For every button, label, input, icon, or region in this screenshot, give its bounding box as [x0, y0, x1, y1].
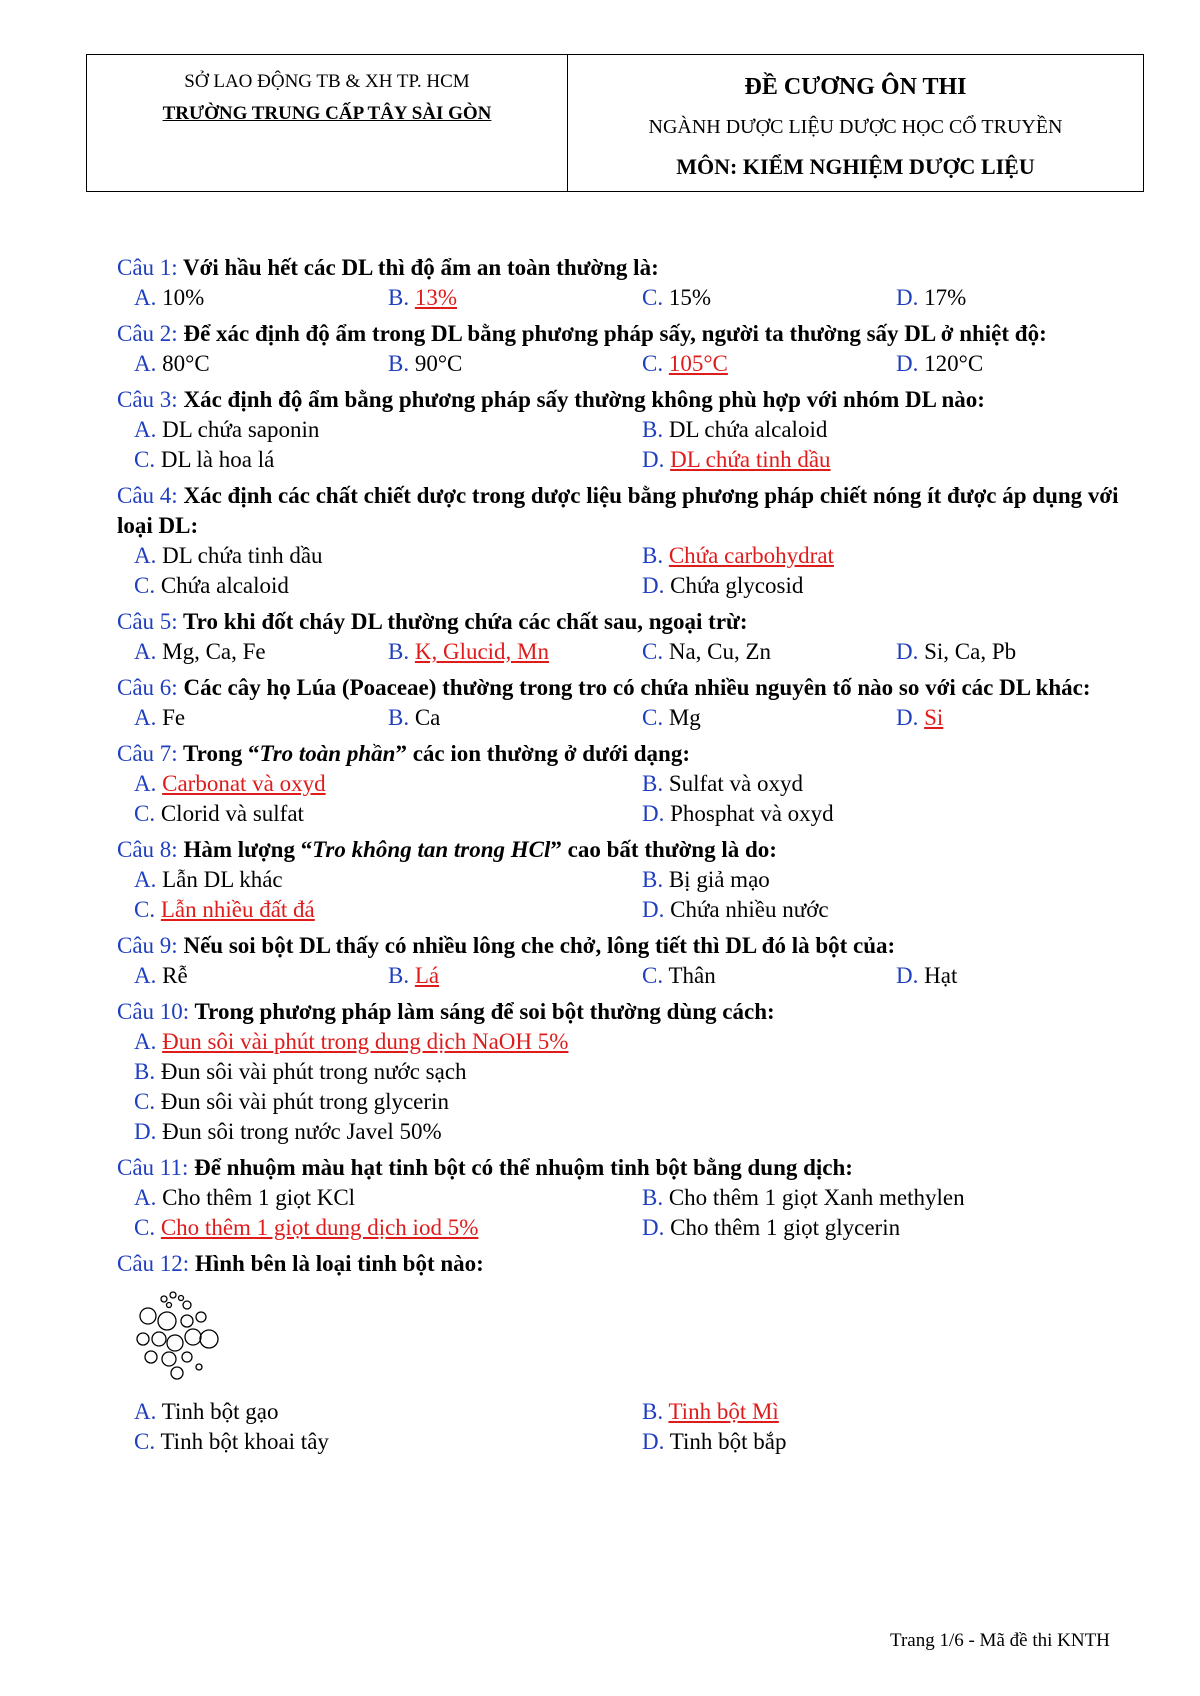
option-label: A. — [134, 285, 157, 310]
option-b[interactable] — [642, 865, 1150, 895]
option-c[interactable] — [134, 799, 642, 829]
option-c[interactable] — [642, 961, 896, 991]
correct-answer: Lẫn nhiều đất đá — [160, 897, 315, 922]
correct-answer: Lá — [414, 963, 440, 988]
option-text: DL chứa saponin — [162, 417, 320, 442]
question-number: Câu 8: — [117, 837, 178, 862]
question-text — [117, 673, 1157, 703]
correct-answer: DL chứa tinh dầu — [670, 447, 831, 472]
option-label: D. — [642, 1429, 665, 1454]
question-number: Câu 9: — [117, 933, 178, 958]
option-d[interactable] — [896, 703, 1150, 733]
starch-granules-image — [129, 1279, 239, 1389]
question-12 — [117, 1249, 1157, 1457]
option-b[interactable] — [642, 769, 1150, 799]
option-c[interactable] — [642, 283, 896, 313]
question-text — [117, 319, 1157, 349]
option-label: D. — [642, 897, 665, 922]
option-text: Đun sôi trong nước Javel 50% — [162, 1119, 442, 1144]
option-d[interactable] — [642, 799, 1150, 829]
option-d[interactable] — [642, 571, 1150, 601]
option-label: D. — [896, 285, 919, 310]
question-number: Câu 4: — [117, 483, 178, 508]
question-1 — [117, 253, 1157, 313]
option-text: Chứa nhiều nước — [670, 897, 829, 922]
subject-name: MÔN: KIỂM NGHIỆM DƯỢC LIỆU — [676, 154, 1035, 179]
option-d[interactable] — [896, 349, 1150, 379]
correct-answer: Chứa carbohydrat — [668, 543, 834, 568]
option-label: D. — [896, 705, 919, 730]
question-stem: Để nhuộm màu hạt tinh bột có thể nhuộm tinh bột bằng dung dịch: — [194, 1155, 853, 1180]
question-number: Câu 5: — [117, 609, 178, 634]
option-c[interactable] — [134, 895, 642, 925]
option-label: C. — [642, 285, 664, 310]
option-text: DL chứa alcaloid — [668, 417, 828, 442]
question-8 — [117, 835, 1157, 925]
question-stem-post: ” các ion thường ở dưới dạng: — [395, 741, 691, 766]
header-right — [568, 55, 1143, 191]
question-text — [117, 1249, 1157, 1279]
option-text: Ca — [414, 705, 441, 730]
option-c[interactable] — [642, 703, 896, 733]
option-label: C. — [642, 639, 664, 664]
option-d[interactable] — [896, 637, 1150, 667]
question-text — [117, 481, 1157, 541]
option-label: A. — [134, 867, 157, 892]
option-d[interactable] — [642, 1213, 1150, 1243]
question-stem: Để xác định độ ẩm trong DL bằng phương pháp sấy, người ta thường sấy DL ở nhiệt độ: — [183, 321, 1047, 346]
option-label: D. — [896, 963, 919, 988]
option-d[interactable] — [896, 283, 1150, 313]
option-label: C. — [642, 705, 664, 730]
question-text — [117, 997, 1157, 1027]
option-text: Fe — [162, 705, 186, 730]
option-b[interactable] — [642, 415, 1150, 445]
option-text: DL chứa tinh dầu — [162, 543, 323, 568]
correct-answer: Đun sôi vài phút trong dung dịch NaOH 5% — [162, 1029, 569, 1054]
option-text: Clorid và sulfat — [160, 801, 304, 826]
option-text: 17% — [924, 285, 967, 310]
page-footer: Trang 1/6 - Mã đề thi KNTH — [890, 1630, 1110, 1651]
option-b[interactable] — [642, 1183, 1150, 1213]
option-c[interactable] — [134, 571, 642, 601]
option-label: D. — [896, 351, 919, 376]
option-a[interactable] — [134, 769, 642, 799]
option-a[interactable] — [134, 349, 388, 379]
option-a[interactable] — [134, 703, 388, 733]
question-stem: Tro khi đốt cháy DL thường chứa các chất sau, ngoại trừ: — [183, 609, 748, 634]
option-text: Phosphat và oxyd — [670, 801, 834, 826]
question-9 — [117, 931, 1157, 991]
option-label: D. — [642, 801, 665, 826]
option-b[interactable] — [388, 961, 642, 991]
option-d[interactable] — [642, 445, 1150, 475]
option-label: C. — [134, 447, 156, 472]
option-b[interactable] — [388, 637, 642, 667]
question-text — [117, 253, 1157, 283]
question-6 — [117, 673, 1157, 733]
option-text: Rễ — [162, 963, 188, 988]
option-label: A. — [134, 639, 157, 664]
question-4 — [117, 481, 1157, 601]
option-text: Bị giả mạo — [668, 867, 770, 892]
question-number: Câu 10: — [117, 999, 190, 1024]
option-label: D. — [642, 447, 665, 472]
correct-answer: 13% — [414, 285, 458, 310]
option-a[interactable] — [134, 961, 388, 991]
question-stem: Các cây họ Lúa (Poaceae) thường trong tro có chứa nhiều nguyên tố nào so với các DL khác: — [183, 675, 1091, 700]
question-text — [117, 1153, 1157, 1183]
option-d[interactable] — [134, 1117, 1157, 1147]
option-label: C. — [642, 963, 664, 988]
exam-header — [86, 54, 1144, 192]
option-text: Cho thêm 1 giọt glycerin — [670, 1215, 901, 1240]
question-number: Câu 7: — [117, 741, 178, 766]
question-7 — [117, 739, 1157, 829]
option-text: Tinh bột gạo — [161, 1399, 279, 1424]
option-c[interactable] — [642, 349, 896, 379]
question-text — [117, 931, 1157, 961]
option-text: 120°C — [924, 351, 984, 376]
option-text: Mg — [668, 705, 701, 730]
option-d[interactable] — [642, 1427, 1150, 1457]
question-text — [117, 385, 1157, 415]
option-text: Chứa alcaloid — [160, 573, 289, 598]
question-10 — [117, 997, 1157, 1147]
option-label: B. — [134, 1059, 156, 1084]
option-text: 90°C — [414, 351, 463, 376]
option-label: A. — [134, 963, 157, 988]
option-label: B. — [642, 417, 664, 442]
option-label: C. — [134, 1215, 156, 1240]
question-stem-emphasis: Tro không tan trong HCl — [312, 837, 551, 862]
starch-granule-figure — [117, 1279, 1157, 1397]
question-stem: Trong phương pháp làm sáng để soi bột thường dùng cách: — [194, 999, 775, 1024]
question-stem-pre: Hàm lượng “ — [183, 837, 313, 862]
option-label: B. — [388, 351, 410, 376]
option-text: DL là hoa lá — [160, 447, 275, 472]
correct-answer: 105°C — [668, 351, 728, 376]
option-b[interactable] — [134, 1057, 1157, 1087]
question-list — [117, 253, 1157, 1463]
option-text: Cho thêm 1 giọt Xanh methylen — [668, 1185, 965, 1210]
option-label: C. — [134, 897, 156, 922]
option-a[interactable] — [134, 541, 642, 571]
correct-answer: Carbonat và oxyd — [162, 771, 326, 796]
question-number: Câu 1: — [117, 255, 178, 280]
option-a[interactable] — [134, 865, 642, 895]
option-label: A. — [134, 771, 157, 796]
question-text — [117, 607, 1157, 637]
option-label: A. — [134, 543, 157, 568]
option-text: Thân — [668, 963, 716, 988]
option-label: C. — [134, 573, 156, 598]
option-text: Cho thêm 1 giọt KCl — [162, 1185, 356, 1210]
option-b[interactable] — [388, 703, 642, 733]
option-label: B. — [642, 1185, 664, 1210]
option-a[interactable] — [134, 415, 642, 445]
option-text: 15% — [668, 285, 712, 310]
option-label: B. — [388, 963, 410, 988]
option-text: Na, Cu, Zn — [668, 639, 772, 664]
option-label: C. — [134, 1429, 156, 1454]
option-label: B. — [642, 1399, 664, 1424]
option-label: C. — [134, 1089, 156, 1114]
question-3 — [117, 385, 1157, 475]
question-text — [117, 739, 1157, 769]
question-stem-pre: Trong “ — [183, 741, 260, 766]
option-a[interactable] — [134, 283, 388, 313]
option-text: Đun sôi vài phút trong glycerin — [160, 1089, 449, 1114]
option-label: A. — [134, 417, 157, 442]
option-a[interactable] — [134, 1027, 1157, 1057]
option-label: D. — [896, 639, 919, 664]
question-number: Câu 2: — [117, 321, 178, 346]
option-d[interactable] — [642, 895, 1150, 925]
question-stem: Hình bên là loại tinh bột nào: — [194, 1251, 484, 1276]
option-label: A. — [134, 705, 157, 730]
correct-answer: Si — [924, 705, 944, 730]
option-b[interactable] — [388, 283, 642, 313]
option-text: Chứa glycosid — [670, 573, 804, 598]
option-label: A. — [134, 1399, 157, 1424]
option-label: C. — [134, 801, 156, 826]
option-label: B. — [642, 867, 664, 892]
option-text: 80°C — [162, 351, 210, 376]
question-stem: Xác định các chất chiết dược trong dược liệu bằng phương pháp chiết nóng ít được áp dụng với loại DL: — [117, 483, 1119, 538]
option-label: D. — [642, 1215, 665, 1240]
program-name: NGÀNH DƯỢC LIỆU DƯỢC HỌC CỔ TRUYỀN — [648, 116, 1063, 138]
option-a[interactable] — [134, 637, 388, 667]
option-c[interactable] — [134, 1213, 642, 1243]
option-label: A. — [134, 1029, 157, 1054]
option-label: B. — [642, 543, 664, 568]
option-text: Lẫn DL khác — [162, 867, 283, 892]
header-left — [87, 55, 568, 191]
school-name: TRƯỜNG TRUNG CẤP TÂY SÀI GÒN — [162, 103, 492, 124]
option-label: C. — [642, 351, 664, 376]
exam-title: ĐỀ CƯƠNG ÔN THI — [744, 74, 967, 100]
option-c[interactable] — [134, 1087, 1157, 1117]
question-11 — [117, 1153, 1157, 1243]
department-name: SỞ LAO ĐỘNG TB & XH TP. HCM — [184, 71, 470, 92]
option-a[interactable] — [134, 1183, 642, 1213]
question-number: Câu 12: — [117, 1251, 190, 1276]
correct-answer: K, Glucid, Mn — [414, 639, 550, 664]
option-text: Đun sôi vài phút trong nước sạch — [160, 1059, 467, 1084]
correct-answer: Cho thêm 1 giọt dung dịch iod 5% — [160, 1215, 479, 1240]
question-5 — [117, 607, 1157, 667]
option-text: 10% — [162, 285, 205, 310]
question-stem-emphasis: Tro toàn phần — [259, 741, 396, 766]
option-b[interactable] — [642, 541, 1150, 571]
option-label: B. — [642, 771, 664, 796]
option-text: Sulfat và oxyd — [668, 771, 803, 796]
question-2 — [117, 319, 1157, 379]
option-c[interactable] — [642, 637, 896, 667]
option-c[interactable] — [134, 445, 642, 475]
question-stem: Xác định độ ẩm bằng phương pháp sấy thường không phù hợp với nhóm DL nào: — [183, 387, 985, 412]
option-label: B. — [388, 639, 410, 664]
question-number: Câu 11: — [117, 1155, 189, 1180]
option-c[interactable] — [134, 1427, 642, 1457]
option-text: Tinh bột khoai tây — [160, 1429, 329, 1454]
question-number: Câu 6: — [117, 675, 178, 700]
option-text: Tinh bột bắp — [669, 1429, 787, 1454]
option-label: B. — [388, 285, 410, 310]
option-label: A. — [134, 351, 157, 376]
option-b[interactable] — [642, 1397, 1150, 1427]
question-stem-post: ” cao bất thường là do: — [550, 837, 777, 862]
question-stem: Nếu soi bột DL thấy có nhiều lông che chở, lông tiết thì DL đó là bột của: — [183, 933, 896, 958]
option-label: B. — [388, 705, 410, 730]
question-stem: Với hầu hết các DL thì độ ẩm an toàn thường là: — [183, 255, 659, 280]
correct-answer: Tinh bột Mì — [668, 1399, 779, 1424]
option-text: Mg, Ca, Fe — [162, 639, 266, 664]
option-label: D. — [134, 1119, 157, 1144]
option-a[interactable] — [134, 1397, 642, 1427]
option-label: A. — [134, 1185, 157, 1210]
question-number: Câu 3: — [117, 387, 178, 412]
option-label: D. — [642, 573, 665, 598]
option-d[interactable] — [896, 961, 1150, 991]
option-text: Hạt — [924, 963, 958, 988]
question-text — [117, 835, 1157, 865]
option-text: Si, Ca, Pb — [924, 639, 1017, 664]
option-b[interactable] — [388, 349, 642, 379]
